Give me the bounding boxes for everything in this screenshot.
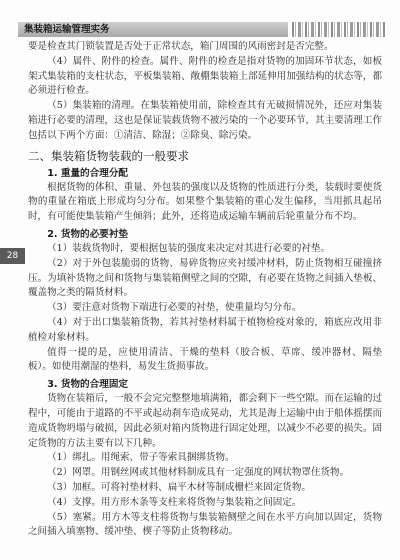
subheading-weight-distribution: 1. 重量的合理分配 <box>47 167 129 179</box>
paragraph: （1）装载货物时，要根据包装的强度来决定对其进行必要的衬垫。 <box>47 242 331 254</box>
book-title: 集装箱运输管理实务 <box>24 24 110 35</box>
section-heading: 二、集装箱货物装载的一般要求 <box>28 148 189 163</box>
paragraph-continued: 要是检查其门锁装置是否处于正常状态，箱门周围的风雨密封是否完整。 <box>28 41 334 52</box>
paragraph-container-cleaning: （5）集装箱的清理。在集装箱使用前，除检查其有无破损情况外，还应对集装箱进行必要的清理，这也是保证装载货物不被污染的一个必要环节，其主要清理工作包括以下两个方面：①清洁、除湿；②除臭、除污染。 <box>28 100 382 141</box>
paragraph-attachment-inspection: （4）属件、附件的检查。属件、附件的检查是指对货物的加固环节状态，如板架式集装箱的支柱状态，平板集装箱、敞棚集装箱上部延伸用加强结构的状态等，都必须进行检查。 <box>28 55 382 97</box>
list-item: （1）绑扎。用绳索、带子等索具捆绑货物。 <box>47 452 235 464</box>
subheading-dunnage: 2. 货物的必要衬垫 <box>47 228 129 240</box>
list-item: （4）支撑。用方形木条等支柱来将货物与集装箱之间固定。 <box>47 496 302 508</box>
paragraph-note: 值得一提的是，应使用清洁、干燥的垫料（胶合板、草席、缓冲器材、隔垫板）。如使用潮湿的垫料，易发生货损事故。 <box>28 346 382 373</box>
paragraph: （4）对于出口集装箱货物，若其衬垫材料属于植物检疫对象的，箱底应改用非植检对象材料。 <box>28 316 382 343</box>
paragraph: （3）要注意对货物下端进行必要的衬垫，使重量均匀分布。 <box>47 302 302 314</box>
list-item: （5）塞紧。用方木等支柱将货物与集装箱侧壁之间在水平方向加以固定，货物之间插入填塞物、缓冲垫、楔子等防止货物移动。 <box>28 511 382 538</box>
subheading-securing-cargo: 3. 货物的合理固定 <box>47 379 129 391</box>
paragraph: （2）对于外包装脆弱的货物、易碎货物应夹衬缓冲材料，防止货物相互碰撞挤压。为填补货物之间和货物与集装箱侧壁之间的空隙，有必要在货物之间插入垫板、覆盖物之类的隔货材料。 <box>28 257 382 299</box>
page-number: 28 <box>0 248 25 264</box>
paragraph: 根据货物的体积、重量、外包装的强度以及货物的性质进行分类，装载时要使货物的重量在箱底上形成均匀分布。如果整个集装箱的重心发生偏移，当用抓具起吊时，有可能使集装箱产生倾斜；此外，还将造成运输车辆前后轮重量分布不均。 <box>28 181 382 223</box>
header-band <box>18 22 288 37</box>
list-item: （3）加框。可将衬垫材料、扁平木材等制成栅栏来固定货物。 <box>47 481 311 493</box>
list-item: （2）网罩。用钢丝网或其他材料制成具有一定强度的网状物罩住货物。 <box>47 467 350 479</box>
page-body <box>28 40 382 540</box>
paragraph: 货物在装箱后，一般不会完完整整地填满箱，都会剩下一些空隙。而在运输的过程中，可能由于道路的不平或起动刹车造成晃动，尤其是海上运输中由于船体摇摆而造成货物坍塌与破损，因此必须对箱内货物进行固定处理，以减少不必要的损失。固定货物的方法主要有以下几种。 <box>28 393 382 449</box>
running-header <box>18 22 385 37</box>
header-stripe-decoration <box>292 22 385 37</box>
